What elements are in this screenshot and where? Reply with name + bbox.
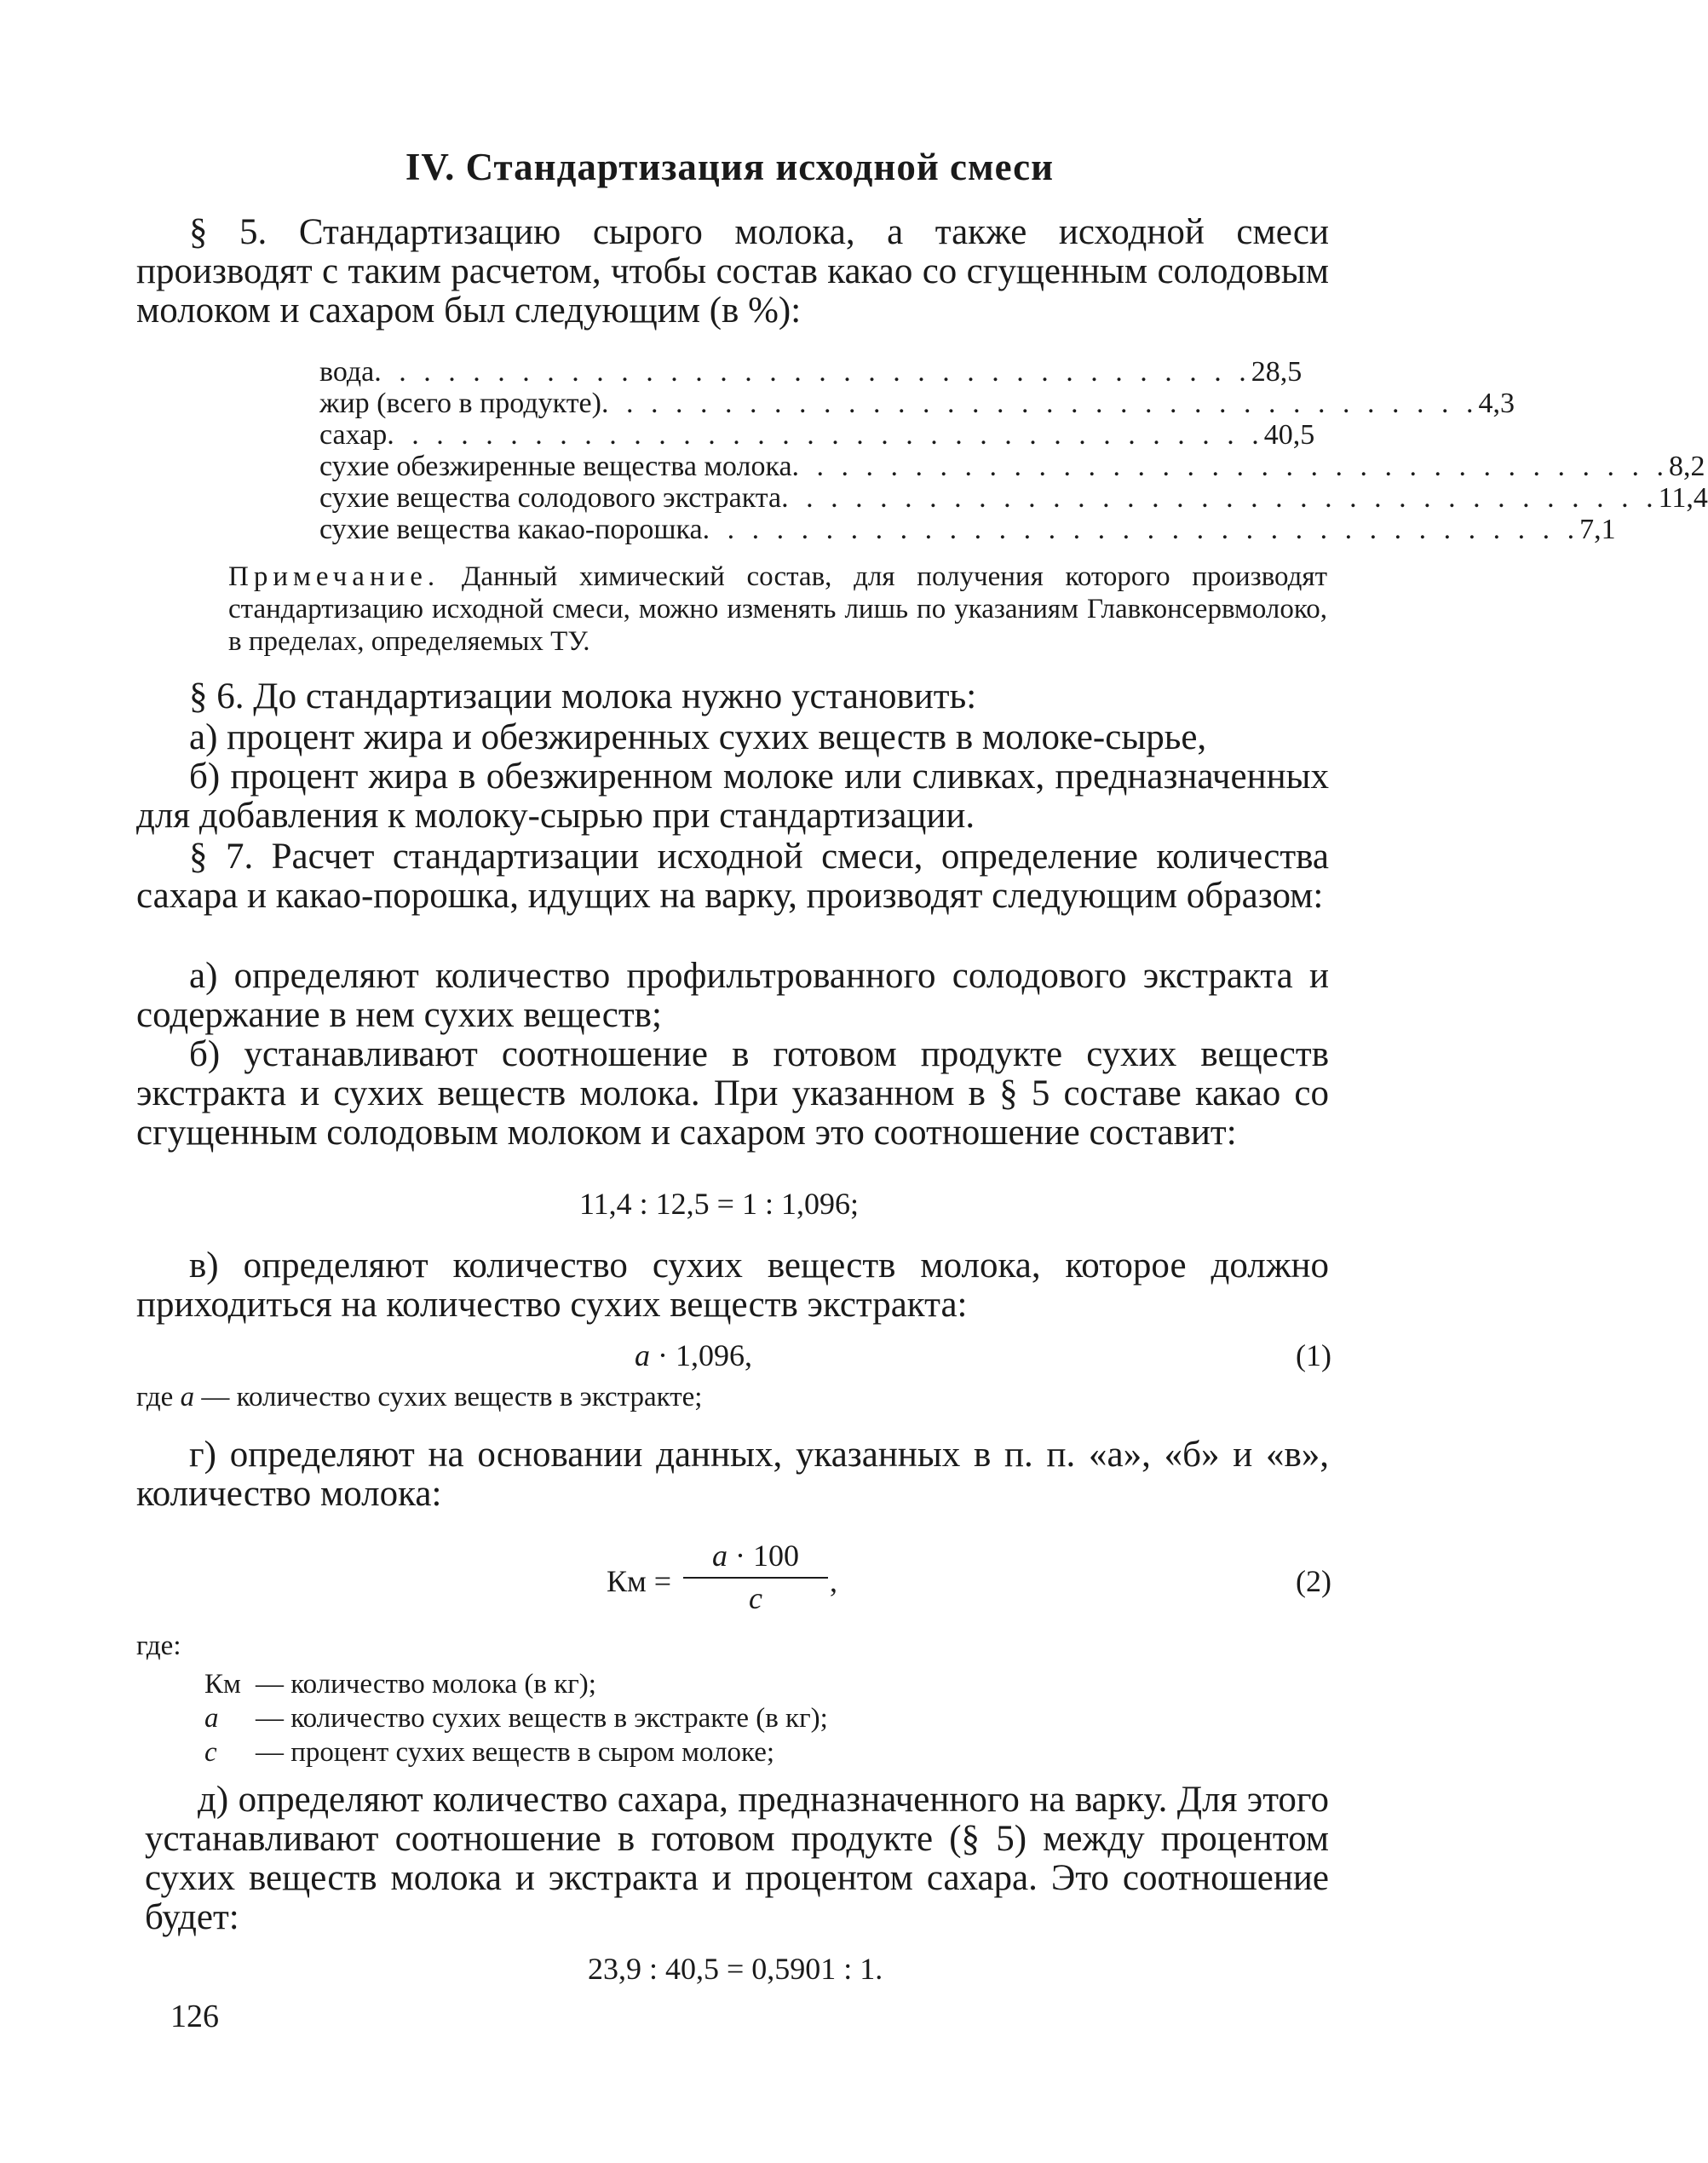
leader-dots: . . . . . . . . . . . . . . . . . . . . . . . . . . . . . . . . . . . . <box>791 451 1670 482</box>
paragraph-7d: д) определяют количество сахара, предназначенного на варку. Для этого устанавливают соотношение в готовом продукте (§ 5) между процентом сухих веществ молока и экстракта и процентом сахара. Это соотношение будет: <box>145 1780 1329 1937</box>
composition-value: 8,2 <box>1669 451 1705 482</box>
fraction <box>683 1538 828 1616</box>
formula-2-comma: , <box>830 1564 837 1598</box>
composition-value: 7,1 <box>1579 514 1616 545</box>
leader-dots: . . . . . . . . . . . . . . . . . . . . . . . . . . . . . . . . . . . . <box>387 419 1264 451</box>
equation-number-2: (2) <box>1296 1564 1331 1598</box>
definition-text: — процент сухих веществ в сыром молоке; <box>256 1737 775 1768</box>
paragraph-7: § 7. Расчет стандартизации исходной смеси, определение количества сахара и какао-порошка, идущих на варку, производят следующим образом: <box>136 837 1329 916</box>
definition-symbol: Км <box>204 1669 241 1700</box>
where-line-1 <box>136 1380 702 1414</box>
section-title: IV. Стандартизация исходной смеси <box>405 146 1055 188</box>
composition-table <box>319 356 1708 545</box>
composition-row <box>319 388 1515 419</box>
composition-value: 4,3 <box>1478 388 1515 419</box>
paragraph-7b: б) устанавливают соотношение в готовом продукте сухих веществ экстракта и сухих веществ молока. При указанном в § 5 составе какао со сгущенным солодовым молоком и сахаром это соотношение составит: <box>136 1034 1329 1153</box>
paragraph-5: § 5. Стандартизацию сырого молока, а также исходной смеси производят с таким расчетом, чтобы состав какао со сгущенным солодовым молоком и сахаром был следующим (в %): <box>136 212 1329 331</box>
definition-row <box>204 1735 828 1769</box>
where-text: — количество сухих веществ в экстракте; <box>201 1382 703 1412</box>
definition-symbol: a <box>204 1703 219 1734</box>
composition-name: вода <box>319 356 375 388</box>
composition-value: 40,5 <box>1263 419 1315 451</box>
formula-1-expression: · 1,096, <box>650 1338 752 1372</box>
composition-row <box>319 482 1708 514</box>
paragraph-7g: г) определяют на основании данных, указанных в п. п. «а», «б» и «в», количество молока: <box>136 1435 1329 1514</box>
where-prefix: где <box>136 1382 174 1412</box>
composition-value: 11,4 <box>1658 482 1708 514</box>
formula-1-variable: a <box>635 1338 650 1372</box>
definition-text: — количество молока (в кг); <box>256 1669 596 1700</box>
note <box>228 561 1327 658</box>
composition-value: 28,5 <box>1251 356 1303 388</box>
formula-2-lhs: Км = <box>607 1564 672 1598</box>
note-label: Примечание. <box>228 561 440 592</box>
composition-row <box>319 514 1616 545</box>
composition-row <box>319 356 1303 388</box>
definition-row <box>204 1667 828 1701</box>
leader-dots: . . . . . . . . . . . . . . . . . . . . . . . . . . . . . . . . . . . . <box>601 388 1479 419</box>
composition-name: жир (всего в продукте) <box>319 388 601 419</box>
ratio-formula-2: 23,9 : 40,5 = 0,5901 : 1. <box>588 1952 883 1986</box>
paragraph-7a: а) определяют количество профильтрованного солодового экстракта и содержание в нем сухих веществ; <box>136 956 1329 1035</box>
numerator-expression: · 100 <box>727 1539 799 1573</box>
leader-dots: . . . . . . . . . . . . . . . . . . . . . . . . . . . . . . . . . . . . <box>374 356 1251 388</box>
ratio-formula-1: 11,4 : 12,5 = 1 : 1,096; <box>579 1187 859 1221</box>
equation-number-1: (1) <box>1296 1338 1331 1372</box>
fraction-numerator <box>683 1538 828 1579</box>
composition-name: сухие вещества какао-порошка <box>319 514 703 545</box>
definition-list <box>204 1667 828 1769</box>
paragraph-6a: а) процент жира и обезжиренных сухих веществ в молоке-сырье, <box>189 717 1207 757</box>
definition-text: — количество сухих веществ в экстракте (в кг); <box>256 1703 828 1734</box>
numerator-variable: a <box>712 1539 727 1573</box>
paragraph-6b: б) процент жира в обезжиренном молоке или сливках, предназначенных для добавления к молоку-сырью при стандартизации. <box>136 756 1329 836</box>
definition-symbol: c <box>204 1737 217 1768</box>
fraction-denominator: c <box>749 1581 762 1615</box>
paragraph-6: § 6. До стандартизации молока нужно установить: <box>189 676 977 716</box>
formula-1 <box>635 1337 752 1373</box>
leader-dots: . . . . . . . . . . . . . . . . . . . . . . . . . . . . . . . . . . . . <box>781 482 1659 514</box>
paragraph-7v: в) определяют количество сухих веществ молока, которое должно приходиться на количество сухих веществ экстракта: <box>136 1245 1329 1325</box>
page-number: 126 <box>170 1999 219 2034</box>
note-text: Данный химический состав, для получения которого производят стандартизацию исходной смеси, можно изменять лишь по указаниям Главконсервмолоко, в пределах, определяемых ТУ. <box>228 561 1327 657</box>
composition-row <box>319 419 1315 451</box>
where-variable: a <box>180 1382 195 1412</box>
composition-name: сахар <box>319 419 388 451</box>
composition-row <box>319 451 1705 482</box>
composition-name: сухие вещества солодового экстракта <box>319 482 782 514</box>
composition-name: сухие обезжиренные вещества молока <box>319 451 792 482</box>
definition-row <box>204 1701 828 1735</box>
leader-dots: . . . . . . . . . . . . . . . . . . . . . . . . . . . . . . . . . . . . <box>702 514 1580 545</box>
where-label: где: <box>136 1631 181 1661</box>
